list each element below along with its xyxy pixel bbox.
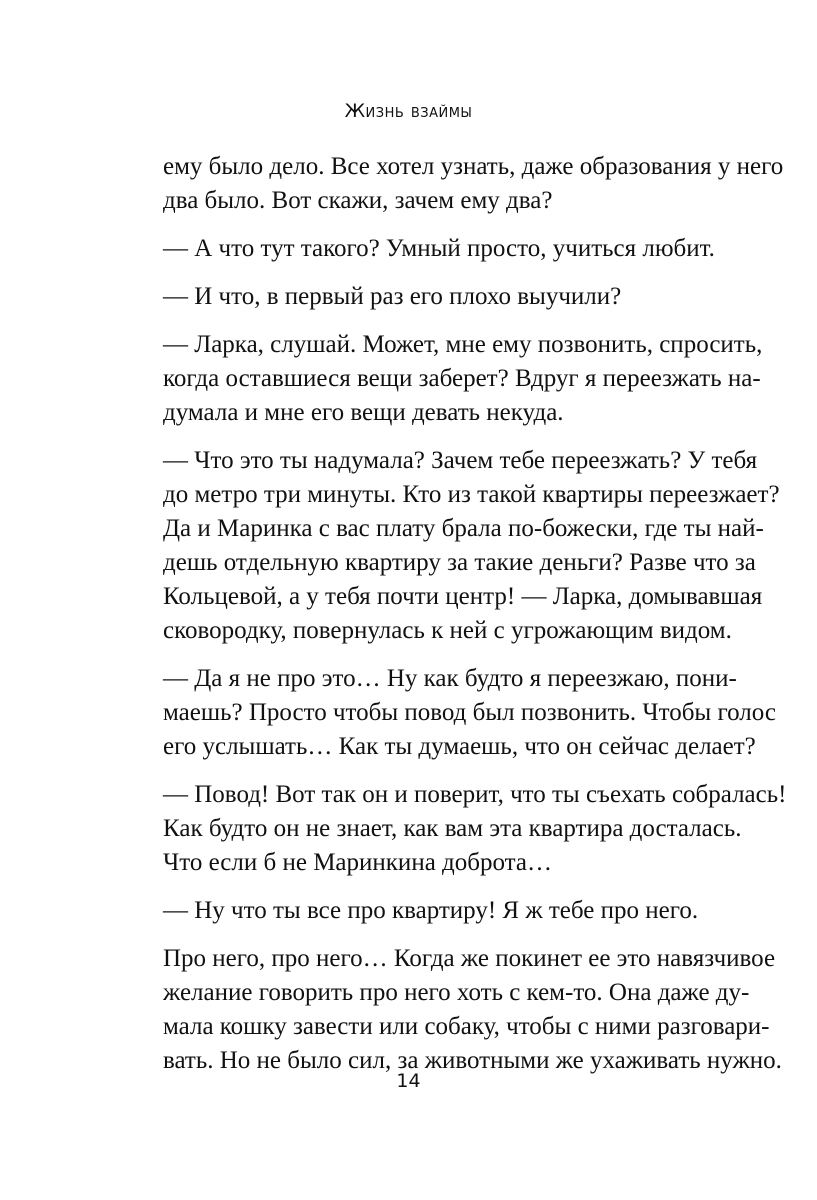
text-line: — Что это ты надумала? Зачем тебе переезжать? У тебя <box>163 447 758 474</box>
text-line: маешь? Просто чтобы повод был позвонить. Чтобы голос <box>163 699 776 726</box>
paragraph <box>163 942 782 1078</box>
text-line: желание говорить про него хоть с кем-то. Она даже ду- <box>163 979 750 1006</box>
body-text <box>163 150 787 1092</box>
text-line: сковородку, повернулась к ней с угрожающим видом. <box>163 617 732 644</box>
text-line: когда оставшиеся вещи заберет? Вдруг я переезжать на- <box>163 365 761 392</box>
paragraph <box>163 444 780 648</box>
text-line: до метро три минуты. Кто из такой квартиры переезжает? <box>163 481 780 508</box>
text-line: Кольцевой, а у тебя почти центр! — Ларка, домывавшая <box>163 583 763 610</box>
paragraph <box>163 150 784 218</box>
text-line: Что если б не Маринкина доброта… <box>163 849 552 876</box>
text-line: — И что, в первый раз его плохо выучили? <box>163 283 622 310</box>
text-line: вать. Но не было сил, за животными же ухаживать нужно. <box>163 1047 782 1074</box>
text-line: Как будто он не знает, как вам эта квартира досталась. <box>163 815 742 842</box>
text-line: его услышать… Как ты думаешь, что он сейчас делает? <box>163 733 756 760</box>
text-line: мала кошку завести или собаку, чтобы с ними разговари- <box>163 1013 770 1040</box>
paragraph <box>163 778 787 880</box>
text-line: — А что тут такого? Умный просто, учиться любит. <box>163 235 715 262</box>
paragraph <box>163 894 721 928</box>
text-line: думала и мне его вещи девать некуда. <box>163 399 564 426</box>
text-line: — Ларка, слушай. Может, мне ему позвонить, спросить, <box>163 331 763 358</box>
text-line: дешь отдельную квартиру за такие деньги? Разве что за <box>163 549 756 576</box>
text-line: Про него, про него… Когда же покинет ее это навязчивое <box>163 945 776 972</box>
paragraph <box>163 662 776 764</box>
running-header: Жизнь взаймы <box>344 100 473 122</box>
paragraph <box>163 232 721 266</box>
text-line: ему было дело. Все хотел узнать, даже образования у него <box>163 153 784 180</box>
text-line: два было. Вот скажи, зачем ему два? <box>163 187 553 214</box>
paragraph <box>163 328 763 430</box>
text-line: Да и Маринка с вас плату брала по-божески, где ты най- <box>163 515 764 542</box>
paragraph <box>163 280 721 314</box>
page-number: 14 <box>396 1070 421 1092</box>
text-line: — Да я не про это… Ну как будто я переезжаю, пони- <box>163 665 737 692</box>
text-line: — Повод! Вот так он и поверит, что ты съехать собралась! <box>163 781 787 808</box>
text-line: — Ну что ты все про квартиру! Я ж тебе про него. <box>163 897 699 924</box>
